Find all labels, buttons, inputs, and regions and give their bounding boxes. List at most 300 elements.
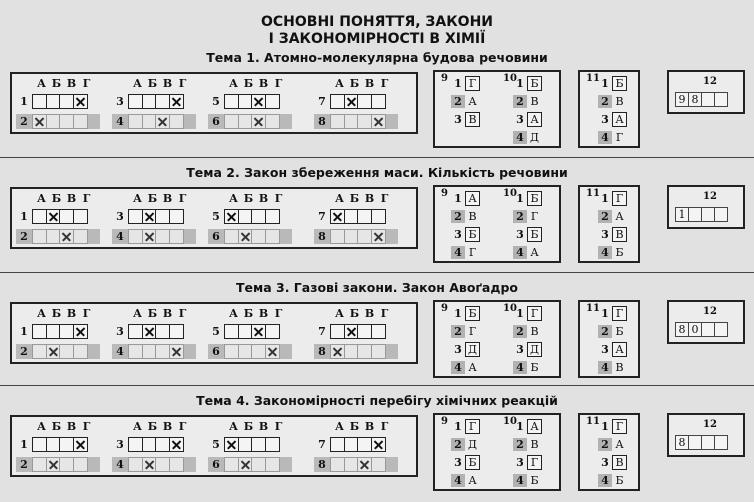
question-number: 1 [20,325,28,338]
answer-cells [330,437,384,452]
match-answer[interactable]: В [468,209,477,223]
numeric-digit-cell[interactable]: 8 [675,322,689,337]
match-number: 4 [598,246,612,259]
matching-9-row [451,226,480,242]
match-number: 2 [513,95,527,108]
match-answer[interactable]: А [527,112,542,127]
match-number: 1 [601,419,609,433]
question-group [314,420,404,476]
match-answer[interactable]: А [615,437,624,451]
question-group [112,307,202,363]
match-answer[interactable]: Б [530,473,539,487]
numeric-digit-cell[interactable] [701,435,715,450]
question-row [16,437,100,452]
answer-cell[interactable] [265,324,280,339]
match-answer[interactable]: Б [527,227,542,242]
answer-cell[interactable] [73,114,88,129]
answer-cell-marked[interactable] [371,437,386,452]
answer-letter: В [66,420,77,433]
matching-11-row [598,305,627,321]
answer-letter: В [258,192,269,205]
match-answer[interactable]: Б [615,473,624,487]
answer-cell[interactable] [169,114,184,129]
numeric-digit-cell[interactable] [688,207,702,222]
answer-letter: В [162,307,173,320]
matching-11-row [598,93,627,109]
answer-letter: Г [274,192,283,205]
answer-cell-marked[interactable] [169,437,184,452]
question-number: 4 [116,458,124,471]
question-group [16,77,106,133]
question-number: 7 [318,210,326,223]
question-row [112,457,196,472]
answer-cell[interactable] [73,344,88,359]
answer-cells [330,94,384,109]
matching-11-row [598,359,627,375]
match-number: 4 [451,246,465,259]
page-title-line2: І ЗАКОНОМІРНОСТІ В ХІМІЇ [268,31,486,47]
answer-cells [330,209,384,224]
answer-letter: Б [147,192,158,205]
match-answer[interactable]: А [615,209,624,223]
matching-11-row [598,244,627,260]
answer-letter: В [364,420,375,433]
answer-cells [128,437,182,452]
match-number: 4 [513,361,527,374]
question-row [314,94,398,109]
question-row [208,229,292,244]
match-number: 1 [601,191,609,205]
match-answer[interactable]: А [527,419,542,434]
match-answer[interactable]: Д [468,437,477,451]
answer-letter: Б [147,420,158,433]
page-title [0,14,754,48]
matching-9-row [451,93,480,109]
answer-letter: В [162,420,173,433]
numeric-digit-cell[interactable] [701,92,715,107]
answer-cell[interactable] [169,209,184,224]
match-answer[interactable]: В [530,324,539,338]
answer-cell[interactable] [169,229,184,244]
numeric-digit-cell[interactable] [701,322,715,337]
answer-letter: Б [51,420,62,433]
matching-10-row [513,129,542,145]
answers-panel-11 [578,300,640,378]
answer-cell-marked[interactable] [73,324,88,339]
match-answer[interactable]: А [612,342,627,357]
question-number: 5 [212,325,220,338]
answer-cells [330,457,384,472]
answer-letters [130,420,190,433]
question-group [208,307,298,363]
answer-cell-marked[interactable] [73,94,88,109]
answer-letter: Б [51,77,62,90]
matching-10-row [513,226,542,242]
question-row [112,344,196,359]
match-answer[interactable]: Д [530,130,539,144]
match-answer[interactable]: В [530,94,539,108]
match-number: 3 [601,112,609,126]
answer-cell[interactable] [73,457,88,472]
match-number: 4 [513,246,527,259]
question-row [314,114,398,129]
numeric-digit-cell[interactable]: 9 [675,92,689,107]
numeric-12-number: 12 [703,419,717,430]
matching-11-row [598,454,627,470]
question-row [16,114,100,129]
answer-cell[interactable] [371,324,386,339]
answer-cell-marked[interactable] [371,114,386,129]
question-number: 8 [318,115,326,128]
matching-11-row [598,418,627,434]
answer-cells [32,437,86,452]
match-number: 1 [454,76,462,90]
answer-cells [128,324,182,339]
answer-cell[interactable] [265,229,280,244]
matching-9-number: 9 [441,416,448,427]
answer-letters [332,420,392,433]
match-answer[interactable]: А [468,94,477,108]
match-answer[interactable]: А [468,360,477,374]
match-answer[interactable] [465,130,480,145]
answers-panel-12 [667,413,745,457]
matching-10-number: 10 [503,73,517,84]
answer-cell[interactable] [265,437,280,452]
answer-letter: Г [178,307,187,320]
match-number: 3 [516,455,524,469]
question-row [16,344,100,359]
answer-letter: Г [178,420,187,433]
matching-9-row [451,323,480,339]
match-answer[interactable]: Б [615,245,624,259]
answer-letter: Б [243,192,254,205]
question-number: 6 [212,458,220,471]
numeric-digit-cell[interactable] [701,207,715,222]
match-number: 2 [513,210,527,223]
question-number: 8 [318,230,326,243]
answer-letter: Г [82,420,91,433]
match-answer[interactable]: Г [468,324,477,338]
numeric-digit-cell[interactable]: 1 [675,207,689,222]
match-answer[interactable]: Б [465,306,480,321]
answer-letter: А [133,192,142,205]
matching-10-row [513,244,542,260]
matching-10-row [513,111,542,127]
match-number: 2 [598,325,612,338]
answers-panel-11 [578,413,640,491]
question-row [112,114,196,129]
matching-10-row [513,323,542,339]
question-group [208,192,298,248]
matching-10-row [513,75,542,91]
match-answer[interactable]: А [612,112,627,127]
match-answer[interactable]: А [468,473,477,487]
match-answer[interactable]: Г [612,191,627,206]
numeric-digit-cell[interactable] [688,435,702,450]
question-row [208,457,292,472]
matching-11-row [598,129,627,145]
answer-letter: Б [349,77,360,90]
match-answer[interactable]: Б [527,191,542,206]
matching-10-row [513,341,542,357]
question-row [314,209,398,224]
question-row [314,457,398,472]
numeric-digit-cell[interactable]: 8 [688,92,702,107]
numeric-digit-cell[interactable] [714,207,728,222]
answer-letters [34,420,94,433]
answer-cells [32,229,86,244]
answers-panel-1-8 [10,187,418,249]
match-answer[interactable]: Г [612,419,627,434]
answer-letter: Г [274,307,283,320]
match-number: 2 [451,438,465,451]
answer-letter: А [37,420,46,433]
answer-letter: Б [349,307,360,320]
question-row [208,209,292,224]
answer-cells [32,344,86,359]
question-number: 2 [20,458,28,471]
answer-letter: Г [274,77,283,90]
match-number: 1 [516,306,524,320]
match-number: 4 [598,361,612,374]
answer-letter: Г [82,307,91,320]
matching-10-row [513,208,542,224]
answer-cell[interactable] [265,94,280,109]
match-number: 4 [451,474,465,487]
question-number: 2 [20,115,28,128]
match-number: 1 [516,76,524,90]
answer-letter: В [162,77,173,90]
answer-cells [224,344,278,359]
answer-letters [130,77,190,90]
answers-panel-11 [578,70,640,148]
match-answer[interactable]: В [612,227,627,242]
question-row [112,229,196,244]
match-answer[interactable]: Г [468,245,477,259]
numeric-digit-cell[interactable] [714,322,728,337]
match-answer[interactable]: В [615,360,624,374]
question-number: 8 [318,458,326,471]
answer-letter: В [364,77,375,90]
answer-cells [224,229,278,244]
question-number: 3 [116,95,124,108]
matching-10-row [513,454,542,470]
question-row [112,209,196,224]
topic-title: Тема 1. Атомно-молекулярна будова речовини [206,50,548,65]
question-number: 7 [318,95,326,108]
numeric-digit-cell[interactable] [714,92,728,107]
answer-letter: Г [82,77,91,90]
answer-letter: А [229,420,238,433]
match-answer[interactable]: В [465,112,480,127]
answer-letters [332,77,392,90]
answer-cell[interactable] [169,324,184,339]
answer-letter: А [37,192,46,205]
question-number: 5 [212,210,220,223]
match-answer[interactable]: Б [615,324,624,338]
answer-letter: А [335,307,344,320]
answer-cell[interactable] [371,209,386,224]
answer-letter: Г [380,420,389,433]
match-number: 3 [454,112,462,126]
answer-letters [130,307,190,320]
question-number: 5 [212,438,220,451]
answer-cell[interactable] [73,209,88,224]
matching-10-number: 10 [503,303,517,314]
matching-11-number: 11 [586,416,600,427]
answer-letter: А [335,192,344,205]
matching-11-row [598,436,627,452]
match-answer[interactable]: Б [465,227,480,242]
answer-letter: В [258,307,269,320]
match-answer[interactable]: Г [527,306,542,321]
page-title-line1: ОСНОВНІ ПОНЯТТЯ, ЗАКОНИ [260,14,493,30]
answer-letter: Г [274,420,283,433]
answer-cell-marked[interactable] [371,229,386,244]
question-number: 7 [318,325,326,338]
question-number: 3 [116,210,124,223]
answer-cells [330,229,384,244]
answer-letter: Г [82,192,91,205]
matching-11-row [598,341,627,357]
question-number: 6 [212,345,220,358]
answer-letter: Г [178,77,187,90]
answer-cells [330,344,384,359]
question-number: 5 [212,95,220,108]
answer-letter: Г [380,192,389,205]
question-group [16,307,106,363]
matching-9-row [451,129,480,145]
answer-cell[interactable] [265,209,280,224]
matching-9-row [451,341,480,357]
match-answer[interactable]: Б [527,76,542,91]
question-row [16,209,100,224]
answer-letter: А [37,77,46,90]
match-number: 2 [598,95,612,108]
numeric-digit-cell[interactable] [714,435,728,450]
match-number: 4 [598,131,612,144]
match-answer[interactable]: А [465,191,480,206]
matching-10-row [513,472,542,488]
match-number: 4 [451,361,465,374]
matching-10-row [513,436,542,452]
match-number: 3 [601,342,609,356]
question-row [16,229,100,244]
question-group [112,77,202,133]
answer-letter: Б [51,307,62,320]
match-number: 2 [451,95,465,108]
answer-letter: А [133,420,142,433]
question-number: 4 [116,230,124,243]
question-number: 6 [212,115,220,128]
answer-letters [226,192,286,205]
answer-letter: Б [349,192,360,205]
answers-panel-12 [667,300,745,344]
match-number: 1 [601,76,609,90]
answer-letters [226,307,286,320]
answer-letter: Б [51,192,62,205]
question-row [16,94,100,109]
question-number: 4 [116,115,124,128]
match-number: 2 [598,210,612,223]
match-answer[interactable]: Д [527,342,542,357]
answer-cell[interactable] [169,457,184,472]
question-row [16,457,100,472]
answer-letter: А [133,77,142,90]
match-answer[interactable]: Г [612,306,627,321]
numeric-digit-cell[interactable]: 8 [675,435,689,450]
numeric-digit-cell[interactable]: 0 [688,322,702,337]
match-answer[interactable]: Б [612,76,627,91]
match-answer[interactable]: Б [530,360,539,374]
topic-divider [0,157,754,158]
answer-cell-marked[interactable] [169,344,184,359]
matching-9-row [451,305,480,321]
match-answer[interactable]: Д [465,342,480,357]
answer-letter: Б [243,420,254,433]
answer-cell[interactable] [371,457,386,472]
matching-9-row [451,208,480,224]
match-answer[interactable]: Б [465,455,480,470]
match-answer[interactable]: Г [530,209,539,223]
match-number: 1 [516,191,524,205]
matching-11-row [598,208,627,224]
answer-cells [224,437,278,452]
matching-9-row [451,472,480,488]
answer-cell-marked[interactable] [169,94,184,109]
answer-cell-marked[interactable] [265,344,280,359]
question-row [208,324,292,339]
match-answer[interactable]: Г [527,455,542,470]
match-number: 2 [451,325,465,338]
matching-9-number: 9 [441,303,448,314]
answer-cell[interactable] [73,229,88,244]
matching-10-number: 10 [503,416,517,427]
answer-letters [332,307,392,320]
match-answer[interactable]: В [612,455,627,470]
topic-title: Тема 2. Закон збереження маси. Кількість речовини [186,165,568,180]
match-answer[interactable]: Г [465,419,480,434]
matching-9-row [451,436,480,452]
answer-letter: В [66,192,77,205]
match-number: 4 [598,474,612,487]
answer-cell[interactable] [265,457,280,472]
match-answer[interactable]: В [615,94,624,108]
answers-panel-9-10 [433,70,561,148]
answers-panel-1-8 [10,302,418,364]
question-number: 1 [20,210,28,223]
answer-letter: Б [147,77,158,90]
match-answer[interactable]: В [530,437,539,451]
answer-cell[interactable] [371,344,386,359]
answer-cell-marked[interactable] [73,437,88,452]
matching-9-row [451,75,480,91]
matching-11-row [598,75,627,91]
answers-panel-12 [667,185,745,229]
matching-10-row [513,418,542,434]
match-answer[interactable]: Г [465,76,480,91]
answer-letter: А [229,77,238,90]
match-answer[interactable]: Г [615,130,624,144]
answer-letters [226,77,286,90]
question-group [112,420,202,476]
answer-cells [128,457,182,472]
match-answer[interactable]: А [530,245,539,259]
answer-letter: Б [349,420,360,433]
answer-cell[interactable] [371,94,386,109]
matching-9-row [451,190,480,206]
answer-cell[interactable] [265,114,280,129]
